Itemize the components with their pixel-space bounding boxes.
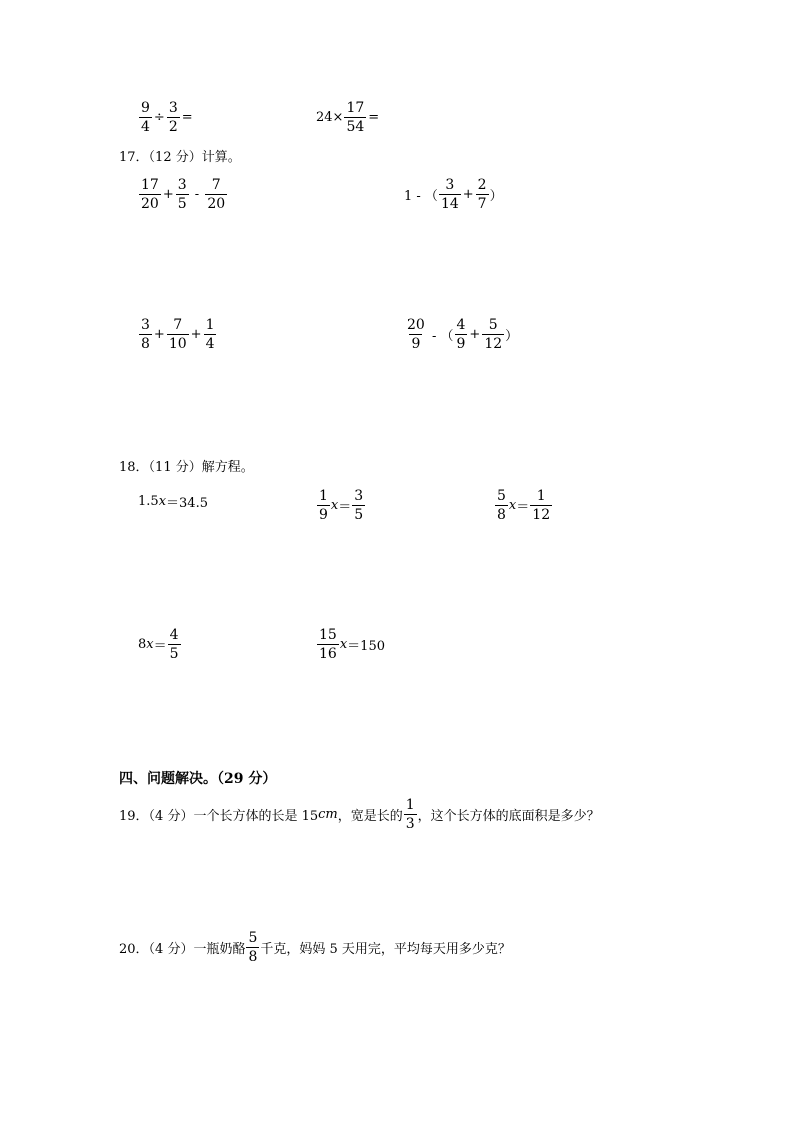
fraction: $\frac{9}{4}$ xyxy=(141,100,150,135)
fraction: $\frac{1}{4}$ xyxy=(205,317,215,352)
fraction: $\frac{4}{5}$ xyxy=(169,627,179,662)
q17-title: 17．（12 分）计算。 xyxy=(119,150,241,165)
fraction: $\frac{4}{9}$ xyxy=(456,317,466,352)
q17-expression-1: $\frac{17}{20}$ + $\frac{3}{5}$ - $\frac{7}{20}$ xyxy=(141,177,226,212)
fraction: $\frac{1}{9}$ xyxy=(319,488,328,523)
q17-expression-2: 1 - （ $\frac{3}{14}$ + $\frac{2}{7}$ ） xyxy=(404,177,503,212)
q18-equation-4: 8 x ＝ $\frac{4}{5}$ xyxy=(138,627,179,662)
top-expression-2: 24× $\frac{17}{54}$ = xyxy=(316,100,380,135)
fraction: $\frac{7}{10}$ xyxy=(168,317,187,352)
fraction: $\frac{5}{8}$ xyxy=(497,488,506,523)
fraction: $\frac{3}{2}$ xyxy=(168,100,178,135)
fraction: $\frac{15}{16}$ xyxy=(319,627,337,662)
fraction: $\frac{7}{20}$ xyxy=(207,177,226,212)
fraction: $\frac{17}{20}$ xyxy=(141,177,159,212)
fraction: $\frac{5}{12}$ xyxy=(484,317,503,352)
q20-text: 20．（4 分）一瓶奶酪 $\frac{5}{8}$ 千克，妈妈 5 天用完，平均每天用多少克？ xyxy=(119,930,511,965)
q18-equation-2: $\frac{1}{9}$ x ＝ $\frac{3}{5}$ xyxy=(319,488,364,523)
fraction: $\frac{5}{8}$ xyxy=(248,930,258,965)
q17-expression-4: $\frac{20}{9}$ - （ $\frac{4}{9}$ + $\frac{5}{12}$ ） xyxy=(407,317,519,352)
q17-expression-3: $\frac{3}{8}$ + $\frac{7}{10}$ + $\frac{1}{4}$ xyxy=(141,317,215,352)
section-4-heading: 四、问题解决。（29 分） xyxy=(119,771,277,787)
top-expression-1: $\frac{9}{4}$ ÷ $\frac{3}{2}$ = xyxy=(141,100,193,135)
q18-equation-3: $\frac{5}{8}$ x ＝ $\frac{1}{12}$ xyxy=(497,488,551,523)
fraction: $\frac{20}{9}$ xyxy=(407,317,425,352)
q18-title: 18．（11 分）解方程。 xyxy=(119,460,254,475)
fraction: $\frac{1}{3}$ xyxy=(405,797,415,832)
fraction: $\frac{2}{7}$ xyxy=(477,177,487,212)
q18-equation-5: $\frac{15}{16}$ x ＝150 xyxy=(319,627,385,662)
fraction: $\frac{3}{8}$ xyxy=(141,317,150,352)
fraction: $\frac{17}{54}$ xyxy=(346,100,365,135)
q18-equation-1: 1.5 x ＝34.5 xyxy=(138,494,208,511)
fraction: $\frac{3}{5}$ xyxy=(177,177,187,212)
fraction: $\frac{3}{5}$ xyxy=(354,488,364,523)
fraction: $\frac{3}{14}$ xyxy=(440,177,459,212)
fraction: $\frac{1}{12}$ xyxy=(532,488,551,523)
q19-text: 19．（4 分）一个长方体的长是 15 cm ，宽是长的 $\frac{1}{3}$ ，这个长方体的底面积是多少？ xyxy=(119,797,600,832)
